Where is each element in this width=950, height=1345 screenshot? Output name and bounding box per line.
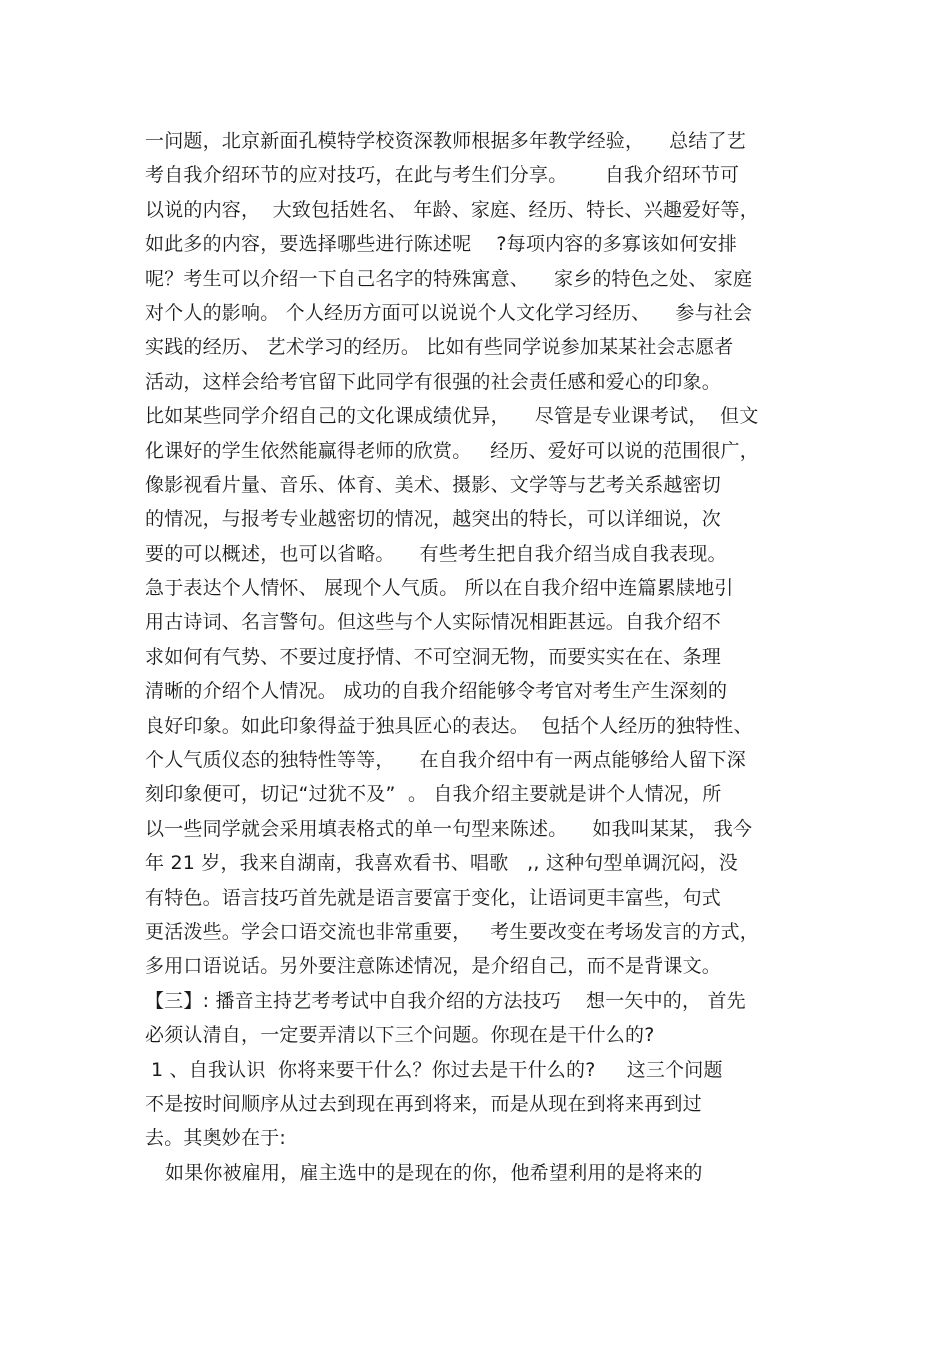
text-line: 以说的内容， 大致包括姓名、 年龄、家庭、经历、特长、兴趣爱好等， <box>145 198 759 221</box>
text-line: 一问题，北京新面孔模特学校资深教师根据多年教学经验， 总结了艺 <box>145 130 746 152</box>
text-line: 急于表达个人情怀、 展现个人气质。 所以在自我介绍中连篇累牍地引 <box>145 577 734 600</box>
text-line: 如此多的内容，要选择哪些进行陈述呢 ?每项内容的多寡该如何安排 <box>145 233 738 256</box>
text-line: 活动，这样会给考官留下此同学有很强的社会责任感和爱心的印象。 <box>145 370 722 393</box>
text-line: 去。其奥妙在于: <box>145 1127 287 1150</box>
text-line: 以一些同学就会采用填表格式的单一句型来陈述。 如我叫某某， 我今 <box>145 817 753 840</box>
text-line: 必须认清自，一定要弄清以下三个问题。你现在是干什么的? <box>145 1024 655 1047</box>
text-line: 呢？考生可以介绍一下自己名字的特殊寓意、 家乡的特色之处、 家庭 <box>145 267 753 290</box>
section-heading-line: 【三】: 播音主持艺考考试中自我介绍的方法技巧 想一矢中的， 首先 <box>145 989 746 1012</box>
text-line: 个人气质仪态的独特性等等， 在自我介绍中有一两点能够给人留下深 <box>145 749 746 772</box>
paragraph-first-line: 如果你被雇用，雇主选中的是现在的你，他希望利用的是将来的 <box>165 1161 703 1184</box>
text-line: 刻印象便可，切记“过犹不及” 。 自我介绍主要就是讲个人情况，所 <box>145 783 722 806</box>
text-line: 实践的经历、 艺术学习的经历。 比如有些同学说参加某某社会志愿者 <box>145 336 734 359</box>
text-line: 更活泼些。学会口语交流也非常重要， 考生要改变在考场发言的方式， <box>145 920 759 943</box>
text-line: 像影视看片量、音乐、体育、美术、摄影、文学等与艺考关系越密切 <box>145 473 722 496</box>
text-line: 清晰的介绍个人情况。 成功的自我介绍能够令考官对考生产生深刻的 <box>145 680 728 703</box>
text-line: 的情况，与报考专业越密切的情况，越突出的特长，可以详细说，次 <box>145 508 722 531</box>
text-line: 用古诗词、名言警句。但这些与个人实际情况相距甚远。自我介绍不 <box>145 611 722 634</box>
text-line: 多用口语说话。另外要注意陈述情况，是介绍自己，而不是背课文。 <box>145 955 722 978</box>
text-line: 年 21 岁，我来自湖南，我喜欢看书、唱歌 ,, 这种句型单调沉闷，没 <box>145 852 738 875</box>
text-line: 不是按时间顺序从过去到现在再到将来，而是从现在到将来再到过 <box>145 1092 702 1115</box>
text-line: 要的可以概述，也可以省略。 有些考生把自我介绍当成自我表现。 <box>145 542 727 565</box>
text-line: 有特色。语言技巧首先就是语言要富于变化，让语词更丰富些，句式 <box>145 886 722 909</box>
numbered-item-line: 1 、自我认识 你将来要干什么？你过去是干什么的? 这三个问题 <box>151 1058 723 1081</box>
text-line: 比如某些同学介绍自己的文化课成绩优异， 尽管是专业课考试， 但文 <box>145 405 759 428</box>
text-line: 求如何有气势、不要过度抒情、不可空洞无物，而要实实在在、条理 <box>145 645 722 668</box>
text-line: 对个人的影响。 个人经历方面可以说说个人文化学习经历、 参与社会 <box>145 301 753 324</box>
body-text <box>145 124 825 1190</box>
text-line: 化课好的学生依然能赢得老师的欣赏。 经历、爱好可以说的范围很广， <box>145 439 759 462</box>
text-line: 考自我介绍环节的应对技巧，在此与考生们分享。 自我介绍环节可 <box>145 164 740 187</box>
text-line: 良好印象。如此印象得益于独具匠心的表达。 包括个人经历的独特性、 <box>145 714 753 737</box>
